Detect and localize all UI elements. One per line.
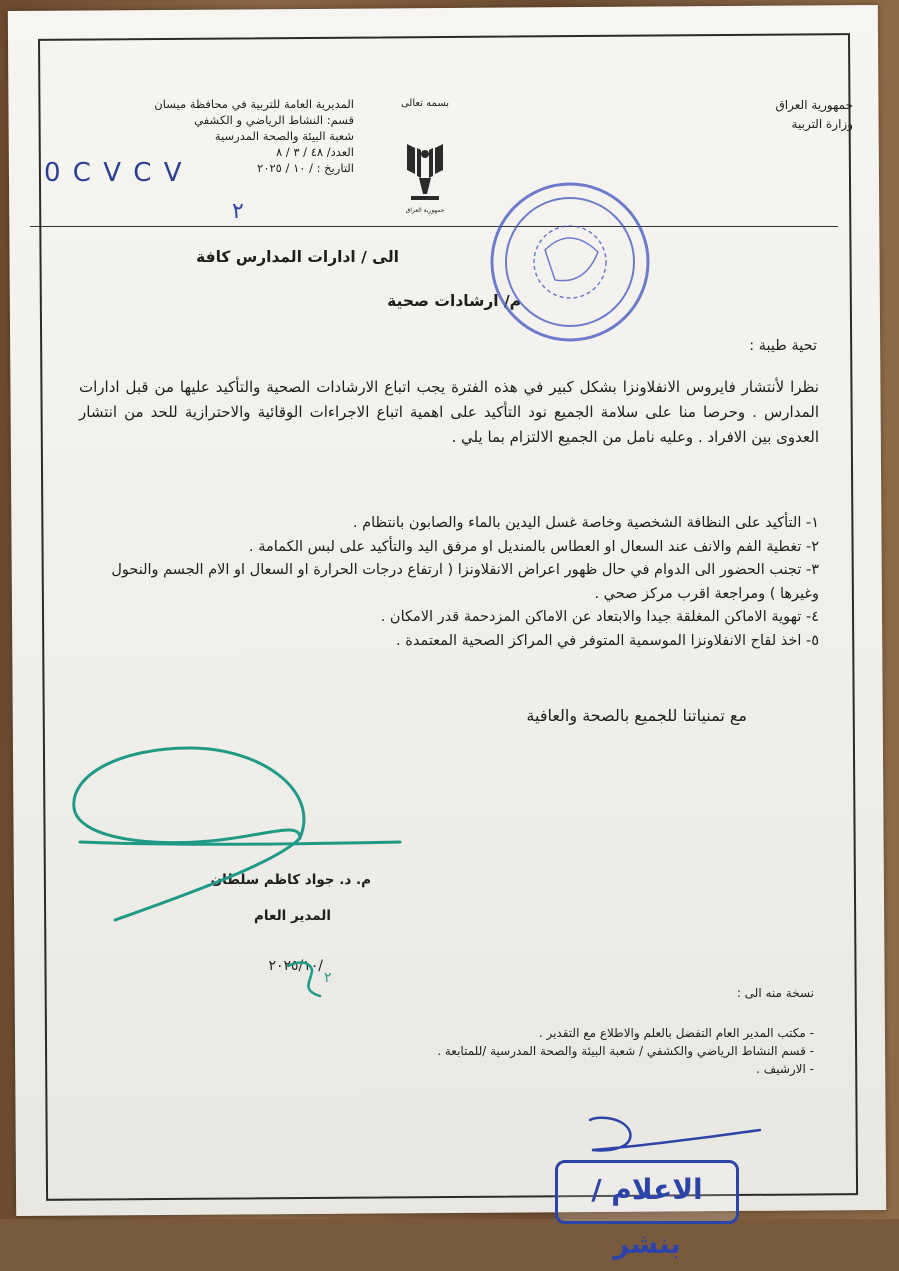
signature-date: ٢٠٢٥/١٠/ xyxy=(268,958,323,974)
header-country-line: جمهورية العراق xyxy=(775,98,853,112)
list-item: - مكتب المدير العام التفضل بالعلم والاطلاع مع التقدير . xyxy=(538,1026,814,1040)
closing-line: مع تمنياتنا للجميع بالصحة والعافية xyxy=(526,706,747,725)
document-date: التاريخ : / ١٠ / ٢٠٢٥ xyxy=(257,161,354,175)
greeting: تحية طيبة : xyxy=(749,338,817,354)
handwritten-day-mark-icon xyxy=(288,963,320,996)
handwritten-reference-number: 0 C V C V xyxy=(44,158,184,188)
body-paragraph: نظرا لأنتشار فايروس الانفلاونزا بشكل كبير في هذه الفترة يجب اتباع الارشادات الصحية والتأكيد عليها من قبل ادارات المدارس . وحرصا منا على سلامة الجميع نود التأكيد على اهمية اتباع الاجراءات الوقائية والاحترازية للحد من انتشار العدوى بين الافراد . وعليه نامل من الجميع الالتزام بما يلي . xyxy=(79,378,819,446)
director-signature-icon xyxy=(74,748,400,920)
list-item: ١- التأكيد على النظافة الشخصية وخاصة غسل اليدين بالماء والصابون بانتظام . xyxy=(352,515,819,531)
reference-number: العدد/ ٤٨ / ٣ / ٨ xyxy=(275,145,354,159)
header-ministry-line: وزارة التربية xyxy=(791,117,853,131)
signatory-title: المدير العام xyxy=(254,908,331,924)
recipient-line: الى / ادارات المدارس كافة xyxy=(196,248,399,266)
list-item: ٣- تجنب الحضور الى الدوام في حال ظهور اعراض الانفلاونزا ( ارتفاع درجات الحرارة او السعال او الام الجسم والنحول وغيرها ) ومراجعة اقرب مركز صحي . xyxy=(111,562,819,602)
list-item: ٥- اخذ لقاح الانفلاونزا الموسمية المتوفر في المراكز الصحية المعتمدة . xyxy=(396,632,819,649)
list-item: - الارشيف . xyxy=(756,1062,814,1076)
header-basmala: بسمه تعالى xyxy=(400,98,450,109)
department-line: قسم: النشاط الرياضي و الكشفي xyxy=(194,113,354,127)
list-item: - قسم النشاط الرياضي والكشفي / شعبة البيئة والصحة المدرسية /للمتابعة . xyxy=(437,1044,814,1058)
list-item: ٢- تغطية الفم والانف عند السعال او العطاس بالمنديل او مرفق اليد والتأكيد على لبس الكمامة . xyxy=(249,538,819,555)
signatory-name: م. د. جواد كاظم سلطان xyxy=(210,872,371,888)
directorate-line: المديرية العامة للتربية في محافظة ميسان xyxy=(154,97,354,111)
list-item: ٤- تهوية الاماكن المغلقة جيدا والابتعاد عن الاماكن المزدحمة قدر الامكان . xyxy=(380,609,819,625)
handwritten-date-day: ٢ xyxy=(232,199,244,224)
media-publish-stamp: الاعلام / بنشر xyxy=(555,1160,739,1224)
emblem-caption: جمهورية العراق xyxy=(405,207,445,214)
subject-line: م/ ارشادات صحية xyxy=(387,292,521,310)
section-line: شعبة البيئة والصحة المدرسية xyxy=(214,129,354,143)
copies-heading: نسخة منه الى : xyxy=(736,986,814,1000)
signature-handwritten-day: ٢ xyxy=(324,970,332,986)
initials-scribble-icon xyxy=(590,1118,760,1151)
official-round-stamp-icon xyxy=(492,184,648,340)
